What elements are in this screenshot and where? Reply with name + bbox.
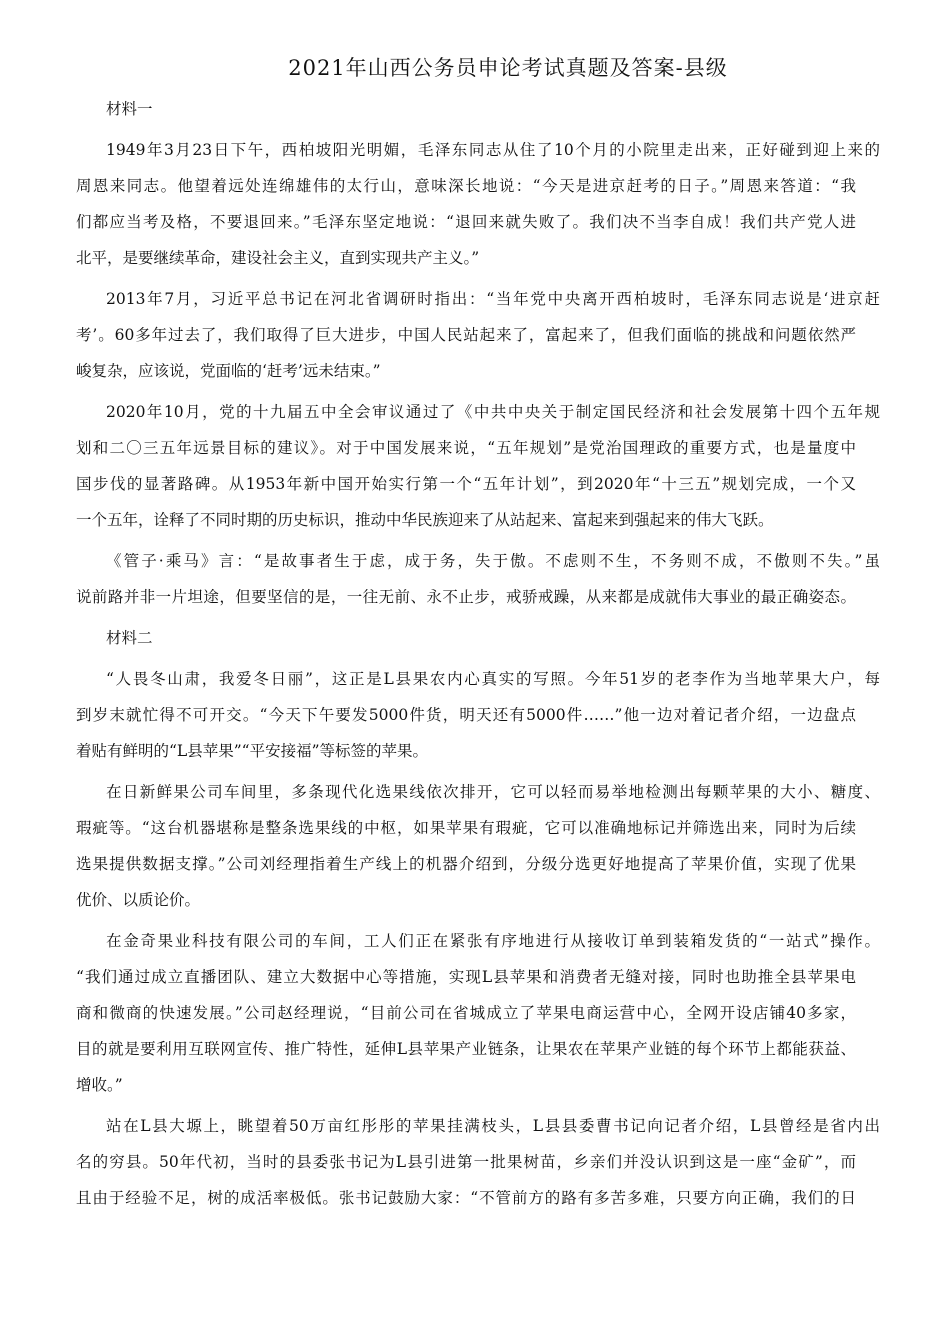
paragraph-line: 着贴有鲜明的“L县苹果”“平安接福”等标签的苹果。 bbox=[76, 742, 428, 760]
section-heading: 材料二 bbox=[106, 629, 153, 647]
paragraph-line: 瑕疵等。“这台机器堪称是整条选果线的中枢，如果苹果有瑕疵，它可以准确地标记并筛选出来，同时为后续 bbox=[76, 819, 856, 837]
paragraph-line: 商和微商的快速发展。”公司赵经理说，“目前公司在省城成立了苹果电商运营中心，全网开设店铺40多家， bbox=[76, 1004, 856, 1022]
paragraph-line: 《管子·乘马》言：“是故事者生于虑，成于务，失于傲。不虑则不生，不务则不成，不傲则不失。”虽 bbox=[106, 552, 880, 570]
paragraph-line: 2013年7月，习近平总书记在河北省调研时指出：“当年党中央离开西柏坡时，毛泽东同志说是‘进京赶 bbox=[106, 290, 880, 308]
paragraph-line: “我们通过成立直播团队、建立大数据中心等措施，实现L县苹果和消费者无缝对接，同时也助推全县苹果电 bbox=[76, 968, 856, 986]
paragraph-line: 到岁末就忙得不可开交。“今天下午要发5000件货，明天还有5000件……”他一边对着记者介绍，一边盘点 bbox=[76, 706, 856, 724]
paragraph-line: 在日新鲜果公司车间里，多条现代化选果线依次排开，它可以轻而易举地检测出每颗苹果的大小、糖度、 bbox=[106, 783, 880, 801]
paragraph-line: 考’。60多年过去了，我们取得了巨大进步，中国人民站起来了，富起来了，但我们面临的挑战和问题依然严 bbox=[76, 326, 856, 344]
paragraph-line: 且由于经验不足，树的成活率极低。张书记鼓励大家：“不管前方的路有多苦多难，只要方向正确，我们的日 bbox=[76, 1189, 856, 1207]
paragraph-line: “人畏冬山肃，我爱冬日丽”，这正是L县果农内心真实的写照。今年51岁的老李作为当地苹果大户，每 bbox=[106, 670, 880, 688]
paragraph-line: 说前路并非一片坦途，但要坚信的是，一往无前、永不止步，戒骄戒躁，从来都是成就伟大事业的最正确姿态。 bbox=[76, 588, 856, 606]
paragraph-line: 在金奇果业科技有限公司的车间，工人们正在紧张有序地进行从接收订单到装箱发货的“一站式”操作。 bbox=[106, 932, 880, 950]
paragraph-line: 北平，是要继续革命，建设社会主义，直到实现共产主义。” bbox=[76, 249, 480, 267]
paragraph-line: 增收。” bbox=[76, 1076, 123, 1094]
paragraph-line: 一个五年，诠释了不同时期的历史标识，推动中华民族迎来了从站起来、富起来到强起来的伟大飞跃。 bbox=[76, 511, 774, 529]
paragraph-line: 选果提供数据支撑。”公司刘经理指着生产线上的机器介绍到，分级分选更好地提高了苹果价值，实现了优果 bbox=[76, 855, 856, 873]
section-heading: 材料一 bbox=[106, 100, 153, 118]
document-title: 2021年山西公务员申论考试真题及答案-县级 bbox=[288, 56, 728, 80]
paragraph-line: 1949年3月23日下午，西柏坡阳光明媚，毛泽东同志从住了10个月的小院里走出来，正好碰到迎上来的 bbox=[106, 141, 880, 159]
paragraph-line: 目的就是要利用互联网宣传、推广特性，延伸L县苹果产业链条，让果农在苹果产业链的每个环节上都能获益、 bbox=[76, 1040, 856, 1058]
paragraph-line: 们都应当考及格，不要退回来。”毛泽东坚定地说：“退回来就失败了。我们决不当李自成！我们共产党人进 bbox=[76, 213, 856, 231]
paragraph-line: 站在L县大塬上，眺望着50万亩红彤彤的苹果挂满枝头，L县县委曹书记向记者介绍，L县曾经是省内出 bbox=[106, 1117, 880, 1135]
paragraph-line: 国步伐的显著路碑。从1953年新中国开始实行第一个“五年计划”，到2020年“十三五”规划完成，一个又 bbox=[76, 475, 856, 493]
paragraph-line: 划和二〇三五年远景目标的建议》。对于中国发展来说，“五年规划”是党治国理政的重要方式，也是量度中 bbox=[76, 439, 856, 457]
paragraph-line: 周恩来同志。他望着远处连绵雄伟的太行山，意味深长地说：“今天是进京赶考的日子。”周恩来答道：“我 bbox=[76, 177, 856, 195]
paragraph-line: 2020年10月，党的十九届五中全会审议通过了《中共中央关于制定国民经济和社会发展第十四个五年规 bbox=[106, 403, 880, 421]
paragraph-line: 优价、以质论价。 bbox=[76, 891, 201, 909]
paragraph-line: 峻复杂，应该说，党面临的‘赶考’远未结束。” bbox=[76, 362, 381, 380]
paragraph-line: 名的穷县。50年代初，当时的县委张书记为L县引进第一批果树苗，乡亲们并没认识到这是一座“金矿”，而 bbox=[76, 1153, 856, 1171]
